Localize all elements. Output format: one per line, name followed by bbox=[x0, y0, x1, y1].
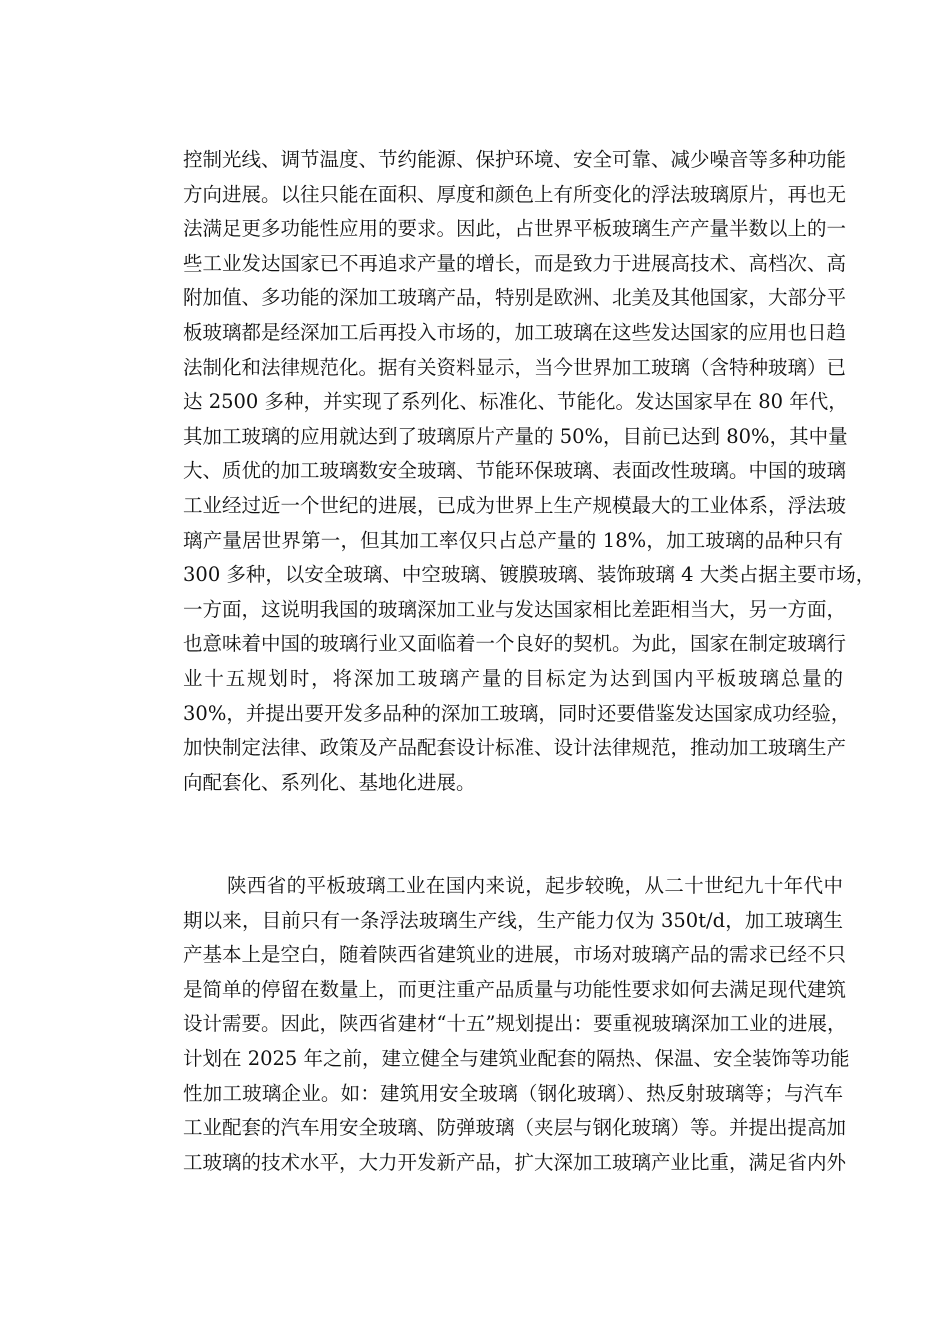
text-line: 一方面，这说明我国的玻璃深加工业与发达国家相比差距相当大，另一方面， bbox=[183, 597, 847, 621]
text-line: 是简单的停留在数量上，而更注重产品质量与功能性要求如何去满足现代建筑 bbox=[183, 977, 847, 1001]
text-line: 工业经过近一个世纪的进展，已成为世界上生产规模最大的工业体系，浮法玻 bbox=[183, 493, 847, 517]
text-line: 业十五规划时，将深加工玻璃产量的目标定为达到国内平板玻璃总量的 bbox=[183, 666, 843, 690]
text-line: 工业配套的汽车用安全玻璃、防弹玻璃（夹层与钢化玻璃）等。并提出提高加 bbox=[183, 1116, 847, 1140]
text-line: 产基本上是空白，随着陕西省建筑业的进展，市场对玻璃产品的需求已经不只 bbox=[183, 943, 847, 967]
text-line: 30%，并提出要开发多品种的深加工玻璃，同时还要借鉴发达国家成功经验， bbox=[183, 701, 851, 725]
text-line: 也意味着中国的玻璃行业又面临着一个良好的契机。为此，国家在制定玻璃行 bbox=[183, 632, 847, 656]
text-line: 大、质优的加工玻璃数安全玻璃、节能环保玻璃、表面改性玻璃。中国的玻璃 bbox=[183, 459, 847, 483]
paragraph-2 bbox=[183, 869, 850, 1180]
text-line: 计划在 2025 年之前，建立健全与建筑业配套的隔热、保温、安全装饰等功能 bbox=[183, 1046, 850, 1070]
text-line: 附加值、多功能的深加工玻璃产品，特别是欧洲、北美及其他国家，大部分平 bbox=[183, 286, 847, 310]
text-line: 其加工玻璃的应用就达到了玻璃原片产量的 50%，目前已达到 80%，其中量 bbox=[183, 424, 848, 448]
text-line: 方向进展。以往只能在面积、厚度和颜色上有所变化的浮法玻璃原片，再也无 bbox=[183, 182, 847, 206]
text-line: 加快制定法律、政策及产品配套设计标准、设计法律规范，推动加工玻璃生产 bbox=[183, 736, 847, 760]
text-line: 法满足更多功能性应用的要求。因此，占世界平板玻璃生产产量半数以上的一 bbox=[183, 217, 847, 241]
text-line: 性加工玻璃企业。如：建筑用安全玻璃（钢化玻璃）、热反射玻璃等；与汽车 bbox=[183, 1081, 843, 1105]
text-line: 法制化和法律规范化。据有关资料显示，当今世界加工玻璃（含特种玻璃）已 bbox=[183, 355, 847, 379]
text-line: 工玻璃的技术水平，大力开发新产品，扩大深加工玻璃产业比重，满足省内外 bbox=[183, 1150, 847, 1174]
paragraph-1 bbox=[183, 143, 876, 800]
text-line: 璃产量居世界第一，但其加工率仅只占总产量的 18%，加工玻璃的品种只有 bbox=[183, 528, 843, 552]
text-line: 板玻璃都是经深加工后再投入市场的，加工玻璃在这些发达国家的应用也日趋 bbox=[183, 320, 847, 344]
text-line: 300 多种，以安全玻璃、中空玻璃、镀膜玻璃、装饰玻璃 4 大类占据主要市场， bbox=[183, 563, 876, 587]
text-line: 期以来，目前只有一条浮法玻璃生产线，生产能力仅为 350t/d，加工玻璃生 bbox=[183, 908, 843, 932]
text-line: 些工业发达国家已不再追求产量的增长，而是致力于进展高技术、高档次、高 bbox=[183, 251, 847, 275]
text-line: 达 2500 多种，并实现了系列化、标准化、节能化。发达国家早在 80 年代， bbox=[183, 390, 848, 414]
text-line: 向配套化、系列化、基地化进展。 bbox=[183, 770, 476, 794]
text-line: 控制光线、调节温度、节约能源、保护环境、安全可靠、减少噪音等多种功能 bbox=[183, 148, 847, 171]
text-line: 陕西省的平板玻璃工业在国内来说，起步较晚，从二十世纪九十年代中 bbox=[227, 874, 843, 897]
text-line: 设计需要。因此，陕西省建材“十五”规划提出：要重视玻璃深加工业的进展， bbox=[183, 1012, 847, 1036]
